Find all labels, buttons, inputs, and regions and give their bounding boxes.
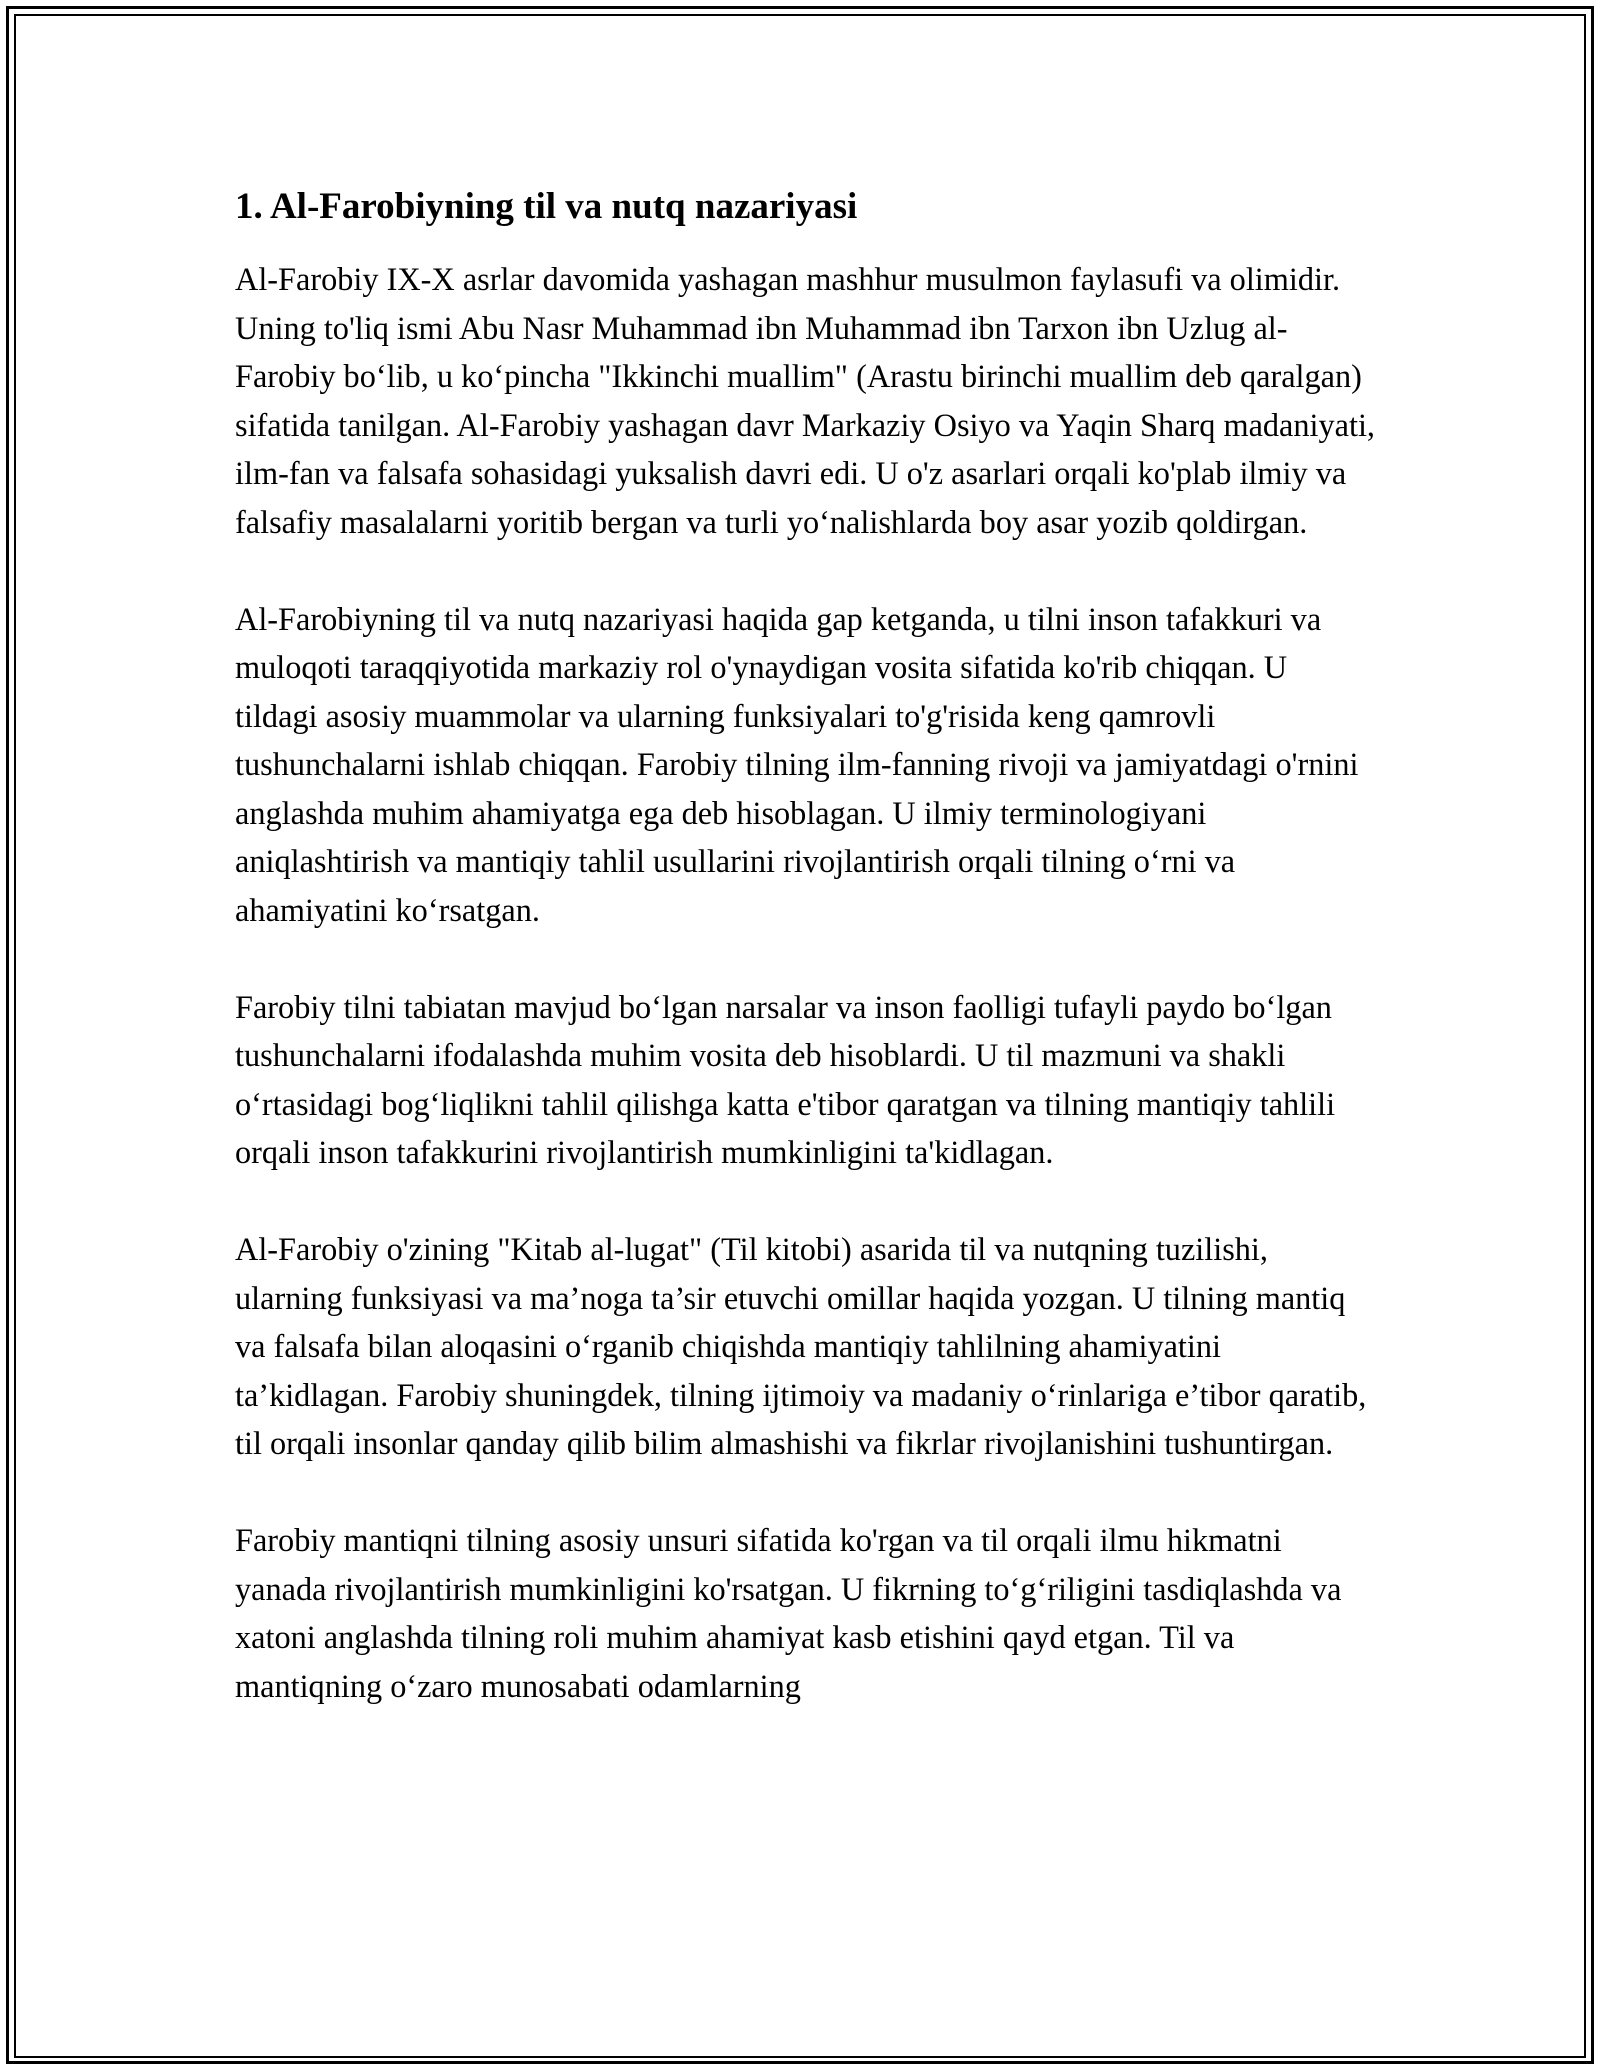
paragraph-language-theory: Al-Farobiyning til va nutq nazariyasi haqida gap ketganda, u tilni inson tafakkuri va muloqoti taraqqiyotida markaziy rol o'ynaydigan vosita sifatida ko'rib chiqqan. U tildagi asosiy muammolar va ularning funksiyalari to'g'risida keng qamrovli tushunchalarni ishlab chiqqan. Farobiy tilning ilm-fanning rivoji va jamiyatdagi o'rnini anglashda muhim ahamiyatga ega deb hisoblagan. U ilmiy terminologiyani aniqlashtirish va mantiqiy tahlil usullarini rivojlantirish orqali tilning o‘rni va ahamiyatini ko‘rsatgan. — [235, 600, 1359, 928]
section-heading: 1. Al-Farobiyning til va nutq nazariyasi — [235, 186, 858, 227]
paragraph-biography: Al-Farobiy IX-X asrlar davomida yashagan mashhur musulmon faylasufi va olimidir. Uning to'liq ismi Abu Nasr Muhammad ibn Muhammad ibn Tarxon ibn Uzlug al-Farobiy bo‘lib, u ko‘pincha "Ikkinchi muallim" (Arastu birinchi muallim deb qaralgan) sifatida tanilgan. Al-Farobiy yashagan davr Markaziy Osiyo va Yaqin Sharq madaniyati, ilm-fan va falsafa sohasidagi yuksalish davri edi. U o'z asarlari orqali ko'plab ilmiy va falsafiy masalalarni yoritib bergan va turli yo‘nalishlarda boy asar yozib qoldirgan. — [235, 261, 1376, 540]
paragraph-language-expression: Farobiy tilni tabiatan mavjud bo‘lgan narsalar va inson faolligi tufayli paydo bo‘lgan tushunchalarni ifodalashda muhim vosita deb hisoblardi. U til mazmuni va shakli o‘rtasidagi bog‘liqlikni tahlil qilishga katta e'tibor qaratgan va tilning mantiqiy tahlili orqali inson tafakkurini rivojlantirish mumkinligini ta'kidlagan. — [235, 988, 1336, 1171]
paragraph-kitab-al-lugat: Al-Farobiy o'zining "Kitab al-lugat" (Til kitobi) asarida til va nutqning tuzilishi, ularning funksiyasi va ma’noga ta’sir etuvchi omillar haqida yozgan. U tilning mantiq va falsafa bilan aloqasini o‘rganib chiqishda mantiqiy tahlilning ahamiyatini ta’kidlagan. Farobiy shuningdek, tilning ijtimoiy va madaniy o‘rinlariga e’tibor qaratib, til orqali insonlar qanday qilib bilim almashishi va fikrlar rivojlanishini tushuntirgan. — [235, 1231, 1367, 1462]
document-body — [235, 185, 1375, 1759]
paragraph-logic: Farobiy mantiqni tilning asosiy unsuri sifatida ko'rgan va til orqali ilmu hikmatni yanada rivojlantirish mumkinligini ko'rsatgan. U fikrning to‘g‘riligini tasdiqlashda va xatoni anglashda tilning roli muhim ahamiyat kasb etishini qayd etgan. Til va mantiqning o‘zaro munosabati odamlarning — [235, 1522, 1342, 1704]
